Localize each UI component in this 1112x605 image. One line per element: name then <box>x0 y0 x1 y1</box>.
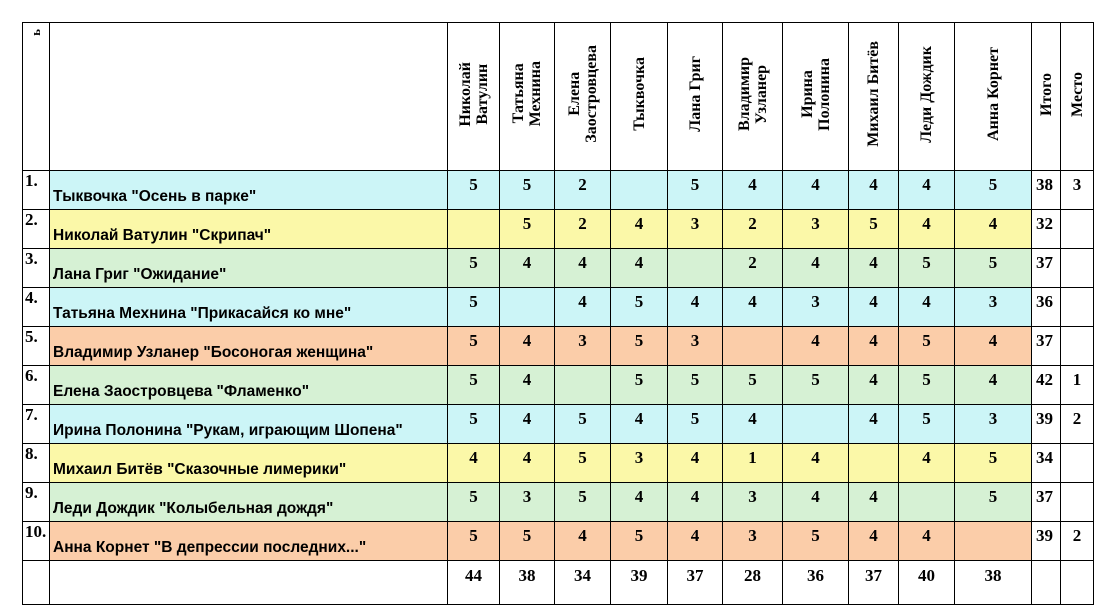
score-cell: 5 <box>448 405 500 444</box>
table-row <box>23 405 1094 444</box>
score-cell: 4 <box>783 483 849 522</box>
title-header <box>50 23 448 171</box>
footer-place-cell <box>1061 561 1094 605</box>
score-cell: 5 <box>955 483 1032 522</box>
entry-title: Михаил Битёв "Сказочные лимерики" <box>50 444 448 483</box>
score-cell: 5 <box>783 366 849 405</box>
table-row <box>23 327 1094 366</box>
score-cell: 4 <box>783 249 849 288</box>
row-place: 3 <box>1061 171 1094 210</box>
score-cell: 4 <box>611 210 668 249</box>
header-row <box>23 23 1094 171</box>
row-place: 2 <box>1061 522 1094 561</box>
score-cell: 4 <box>955 366 1032 405</box>
score-cell: 5 <box>668 405 723 444</box>
entry-title: Николай Ватулин "Скрипач" <box>50 210 448 249</box>
score-cell: 4 <box>500 405 555 444</box>
score-cell: 4 <box>955 327 1032 366</box>
judge-total: 40 <box>899 561 955 605</box>
row-number: 9. <box>23 483 50 522</box>
score-cell: 4 <box>899 522 955 561</box>
score-cell: 3 <box>611 444 668 483</box>
score-cell <box>500 288 555 327</box>
score-cell: 4 <box>500 249 555 288</box>
score-cell: 4 <box>668 288 723 327</box>
table-row <box>23 483 1094 522</box>
score-cell: 4 <box>448 444 500 483</box>
number-header <box>23 23 50 171</box>
score-cell: 4 <box>899 444 955 483</box>
score-cell: 5 <box>448 249 500 288</box>
score-cell: 3 <box>555 327 611 366</box>
entry-title: Владимир Узланер "Босоногая женщина" <box>50 327 448 366</box>
row-number: 8. <box>23 444 50 483</box>
table-row <box>23 171 1094 210</box>
score-cell: 2 <box>723 210 783 249</box>
results-table <box>22 22 1094 605</box>
score-cell <box>783 405 849 444</box>
score-cell: 3 <box>668 210 723 249</box>
score-cell: 5 <box>955 444 1032 483</box>
score-cell: 5 <box>668 171 723 210</box>
total-header-label: Итого <box>1037 72 1055 116</box>
score-cell: 3 <box>500 483 555 522</box>
score-cell: 4 <box>611 249 668 288</box>
score-cell: 4 <box>500 366 555 405</box>
judge-total: 39 <box>611 561 668 605</box>
entry-title: Анна Корнет "В депрессии последних..." <box>50 522 448 561</box>
score-cell: 4 <box>611 483 668 522</box>
row-place <box>1061 483 1094 522</box>
score-cell: 5 <box>448 171 500 210</box>
score-cell <box>849 444 899 483</box>
score-cell: 4 <box>849 171 899 210</box>
score-cell: 5 <box>555 483 611 522</box>
judge-name: Тыквочка <box>630 57 648 131</box>
score-cell: 4 <box>723 405 783 444</box>
score-cell <box>899 483 955 522</box>
judge-name: Владимир Узланер <box>735 57 770 131</box>
table-row <box>23 249 1094 288</box>
row-total: 39 <box>1032 522 1061 561</box>
score-cell: 4 <box>849 327 899 366</box>
table-row <box>23 366 1094 405</box>
score-cell: 5 <box>668 366 723 405</box>
row-number: 5. <box>23 327 50 366</box>
row-number: 1. <box>23 171 50 210</box>
score-cell: 4 <box>783 171 849 210</box>
entry-title: Елена Заостровцева "Фламенко" <box>50 366 448 405</box>
score-cell: 3 <box>955 288 1032 327</box>
score-cell: 3 <box>955 405 1032 444</box>
score-cell: 4 <box>899 210 955 249</box>
score-cell: 4 <box>723 171 783 210</box>
judge-name: Лана Григ <box>686 56 704 132</box>
judge-header <box>723 23 783 171</box>
row-total: 36 <box>1032 288 1061 327</box>
score-cell: 5 <box>611 366 668 405</box>
footer-total-cell <box>1032 561 1061 605</box>
judge-total: 36 <box>783 561 849 605</box>
score-cell: 5 <box>448 522 500 561</box>
score-cell: 5 <box>611 327 668 366</box>
score-cell: 2 <box>723 249 783 288</box>
score-cell <box>555 366 611 405</box>
judge-name: Михаил Битёв <box>865 41 882 147</box>
score-cell: 4 <box>555 249 611 288</box>
judge-header <box>899 23 955 171</box>
score-cell: 2 <box>555 210 611 249</box>
score-cell: 5 <box>723 366 783 405</box>
score-cell: 4 <box>899 171 955 210</box>
totals-row <box>23 561 1094 605</box>
score-cell: 4 <box>668 483 723 522</box>
judge-header <box>500 23 555 171</box>
judge-total: 37 <box>668 561 723 605</box>
score-cell: 5 <box>448 327 500 366</box>
score-cell <box>723 327 783 366</box>
row-number: 3. <box>23 249 50 288</box>
table-row <box>23 444 1094 483</box>
row-place: 1 <box>1061 366 1094 405</box>
score-cell: 4 <box>849 522 899 561</box>
judge-header <box>448 23 500 171</box>
score-cell: 2 <box>555 171 611 210</box>
score-cell <box>448 210 500 249</box>
judge-total: 37 <box>849 561 899 605</box>
row-place <box>1061 444 1094 483</box>
row-total: 37 <box>1032 327 1061 366</box>
score-cell: 4 <box>783 327 849 366</box>
entry-title: Татьяна Мехнина "Прикасайся ко мне" <box>50 288 448 327</box>
judge-name: Николай Ватулин <box>456 61 491 127</box>
entry-title: Ирина Полонина "Рукам, играющим Шопена" <box>50 405 448 444</box>
table-row <box>23 210 1094 249</box>
score-cell: 5 <box>448 366 500 405</box>
score-cell: 5 <box>899 366 955 405</box>
score-cell: 1 <box>723 444 783 483</box>
row-total: 38 <box>1032 171 1061 210</box>
judge-header <box>555 23 611 171</box>
row-place <box>1061 210 1094 249</box>
score-cell: 5 <box>500 210 555 249</box>
row-total: 37 <box>1032 249 1061 288</box>
place-header <box>1061 23 1094 171</box>
row-total: 37 <box>1032 483 1061 522</box>
score-cell: 4 <box>849 483 899 522</box>
row-total: 32 <box>1032 210 1061 249</box>
row-total: 34 <box>1032 444 1061 483</box>
judge-name: Анна Корнет <box>984 47 1002 141</box>
judge-total: 38 <box>955 561 1032 605</box>
judge-header <box>849 23 899 171</box>
place-header-label: Место <box>1068 71 1086 117</box>
score-cell: 4 <box>500 327 555 366</box>
score-cell: 4 <box>668 444 723 483</box>
score-cell: 5 <box>500 522 555 561</box>
row-number: 6. <box>23 366 50 405</box>
judge-name: Леди Дождик <box>918 45 935 143</box>
judge-header <box>783 23 849 171</box>
table-row <box>23 288 1094 327</box>
entry-title: Лана Григ "Ожидание" <box>50 249 448 288</box>
score-cell: 4 <box>899 288 955 327</box>
score-cell: 5 <box>955 171 1032 210</box>
judge-header <box>955 23 1032 171</box>
score-cell: 5 <box>955 249 1032 288</box>
score-cell: 4 <box>849 288 899 327</box>
row-place <box>1061 327 1094 366</box>
judge-name: Татьяна Мехнина <box>510 61 544 127</box>
score-cell: 3 <box>723 522 783 561</box>
row-place <box>1061 288 1094 327</box>
row-number: 4. <box>23 288 50 327</box>
score-cell: 5 <box>555 444 611 483</box>
entry-title: Тыквочка "Осень в парке" <box>50 171 448 210</box>
judge-total: 44 <box>448 561 500 605</box>
score-cell: 4 <box>849 366 899 405</box>
score-cell <box>611 171 668 210</box>
total-header <box>1032 23 1061 171</box>
row-place <box>1061 249 1094 288</box>
score-cell: 5 <box>849 210 899 249</box>
judge-total: 38 <box>500 561 555 605</box>
row-number: 10. <box>23 522 50 561</box>
score-cell: 5 <box>899 405 955 444</box>
score-cell: 5 <box>448 288 500 327</box>
row-total: 39 <box>1032 405 1061 444</box>
score-cell: 5 <box>500 171 555 210</box>
score-cell: 5 <box>555 405 611 444</box>
score-cell <box>955 522 1032 561</box>
score-cell: 4 <box>555 522 611 561</box>
score-cell: 4 <box>849 405 899 444</box>
judge-header <box>611 23 668 171</box>
footer-title-cell <box>50 561 448 605</box>
judge-total: 34 <box>555 561 611 605</box>
score-cell: 5 <box>899 249 955 288</box>
judge-header <box>668 23 723 171</box>
score-cell: 4 <box>555 288 611 327</box>
row-number: 7. <box>23 405 50 444</box>
score-cell: 4 <box>783 444 849 483</box>
row-place: 2 <box>1061 405 1094 444</box>
row-number: 2. <box>23 210 50 249</box>
score-cell: 3 <box>783 210 849 249</box>
judge-name: Елена Заостровцева <box>565 45 600 143</box>
score-cell: 4 <box>668 522 723 561</box>
score-cell: 3 <box>668 327 723 366</box>
table-row <box>23 522 1094 561</box>
score-cell: 5 <box>783 522 849 561</box>
score-cell: 4 <box>500 444 555 483</box>
footer-number-cell <box>23 561 50 605</box>
score-cell: 5 <box>448 483 500 522</box>
score-cell: 5 <box>899 327 955 366</box>
score-cell: 3 <box>723 483 783 522</box>
score-cell: 3 <box>783 288 849 327</box>
judge-total: 28 <box>723 561 783 605</box>
score-cell: 5 <box>611 522 668 561</box>
score-cell <box>668 249 723 288</box>
score-cell: 5 <box>611 288 668 327</box>
entry-title: Леди Дождик "Колыбельная дождя" <box>50 483 448 522</box>
score-cell: 4 <box>849 249 899 288</box>
number-header-label: ь <box>28 29 43 36</box>
row-total: 42 <box>1032 366 1061 405</box>
judge-name: Ирина Полонина <box>798 57 833 131</box>
score-cell: 4 <box>723 288 783 327</box>
score-cell: 4 <box>611 405 668 444</box>
score-cell: 4 <box>955 210 1032 249</box>
